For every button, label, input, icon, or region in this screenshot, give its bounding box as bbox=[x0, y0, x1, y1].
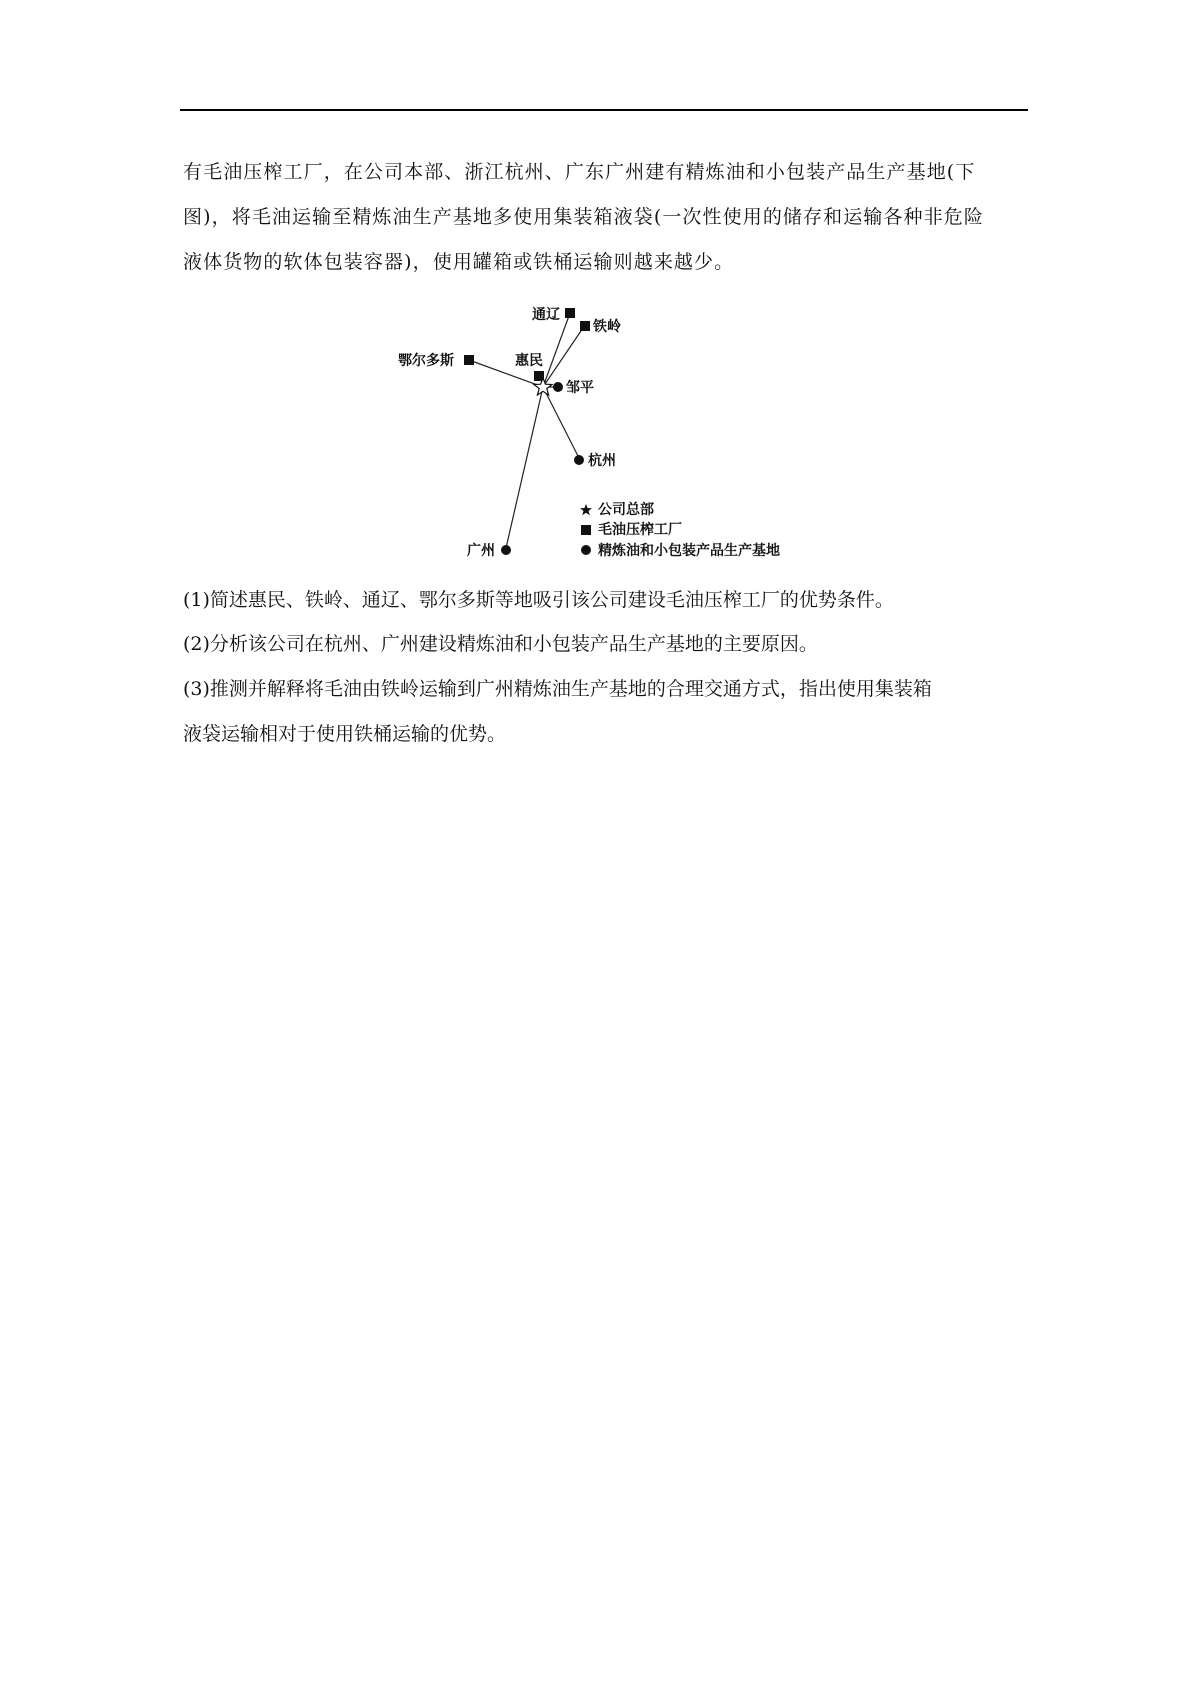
legend-plant-label: 毛油压榨工厂 bbox=[598, 522, 682, 538]
legend bbox=[580, 501, 780, 559]
label-zouping: 邹平 bbox=[566, 380, 594, 396]
line-to-guangzhou bbox=[506, 387, 543, 548]
label-huimin: 惠民 bbox=[515, 353, 543, 369]
label-hangzhou: 杭州 bbox=[588, 453, 616, 469]
tongliao-plant-marker bbox=[565, 308, 575, 318]
label-eerduosi: 鄂尔多斯 bbox=[398, 353, 454, 369]
intro-line-3: 液体货物的软体包装容器)，使用罐箱或铁桶运输则越来越少。 bbox=[183, 251, 735, 273]
question-1 bbox=[183, 578, 1028, 623]
guangzhou-base-marker bbox=[501, 545, 511, 555]
question-3-line-1: (3)推测并解释将毛油由铁岭运输到广州精炼油生产基地的合理交通方式，指出使用集装箱 bbox=[183, 678, 932, 700]
intro-line-2: 图)，将毛油运输至精炼油生产基地多使用集装箱液袋(一次性使用的储存和运输各种非危险 bbox=[183, 206, 984, 228]
legend-square-icon bbox=[581, 525, 591, 535]
line-to-tieling bbox=[543, 325, 585, 387]
line-to-hangzhou bbox=[543, 387, 579, 458]
label-guangzhou: 广州 bbox=[467, 543, 495, 559]
line-to-tongliao bbox=[543, 313, 570, 387]
intro-line-1: 有毛油压榨工厂，在公司本部、浙江杭州、广东广州建有精炼油和小包装产品生产基地(下 bbox=[183, 161, 976, 183]
eerduosi-plant-marker bbox=[464, 355, 474, 365]
diagram-svg bbox=[390, 298, 830, 568]
legend-refinery-label: 精炼油和小包装产品生产基地 bbox=[598, 543, 780, 559]
question-1-text: (1)简述惠民、铁岭、通辽、鄂尔多斯等地吸引该公司建设毛油压榨工厂的优势条件。 bbox=[183, 589, 894, 611]
legend-star-icon bbox=[580, 504, 592, 515]
label-tongliao: 通辽 bbox=[532, 307, 560, 323]
question-2-text: (2)分析该公司在杭州、广州建设精炼油和小包装产品生产基地的主要原因。 bbox=[183, 633, 818, 655]
question-3 bbox=[183, 667, 1028, 757]
header-rule bbox=[180, 109, 1028, 111]
legend-circle-icon bbox=[581, 545, 591, 555]
zouping-base-marker bbox=[553, 382, 563, 392]
label-tieling: 铁岭 bbox=[593, 319, 621, 335]
question-2 bbox=[183, 622, 1028, 667]
intro-paragraph bbox=[183, 150, 1028, 285]
distribution-diagram bbox=[390, 298, 830, 568]
tieling-plant-marker bbox=[580, 321, 590, 331]
hangzhou-base-marker bbox=[574, 455, 584, 465]
question-3-line-2: 液袋运输相对于使用铁桶运输的优势。 bbox=[183, 723, 507, 745]
legend-headquarters-label: 公司总部 bbox=[598, 502, 654, 518]
connection-lines bbox=[469, 313, 585, 548]
